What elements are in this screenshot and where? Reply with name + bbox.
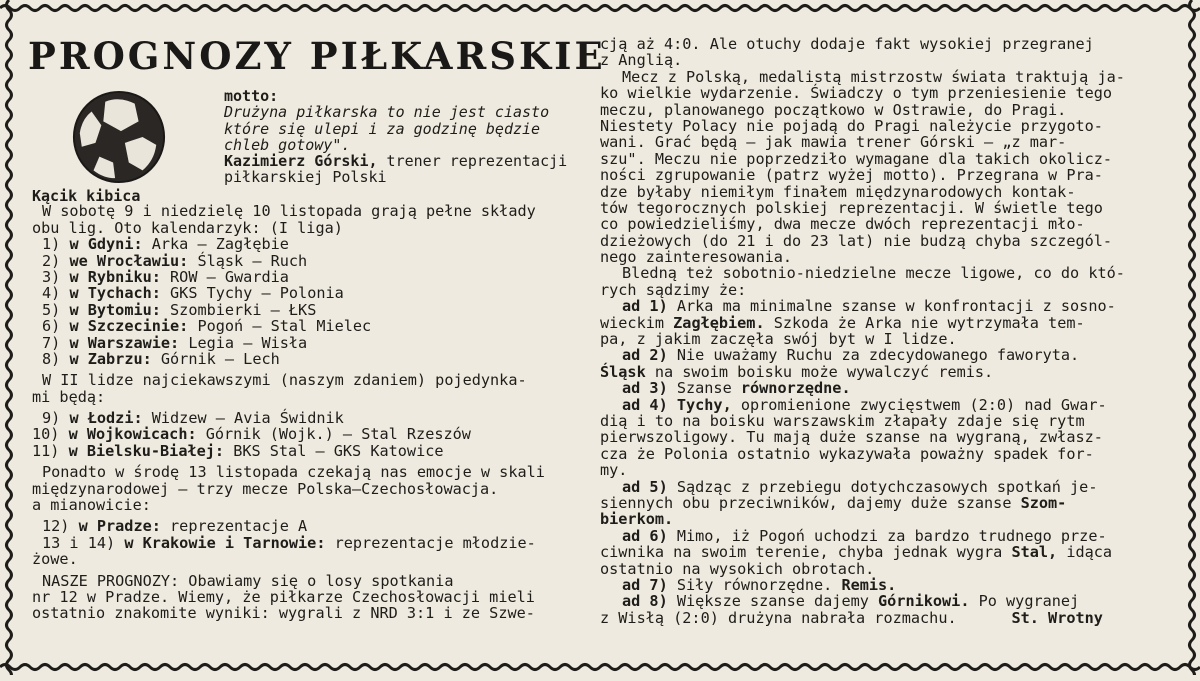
ad-item-line: pa, z jakim zaczęła swój byt w I lidze. [600,330,957,349]
ad-text: idąca [1057,543,1113,562]
league2-intro-line: W II lidze najciekawszymi (naszym zdaniem) pojedynka- [42,371,527,390]
league2-intro-line: mi będą: [32,387,106,406]
fixture-teams: ROW — Gwardia [160,267,289,286]
ad-item [600,593,1166,609]
fixture-place: w Szczecinie: [69,317,189,336]
ad-item-line: cza że Polonia ostatnio wykazywała poważny spadek for- [600,444,1094,463]
league1-list [32,236,587,367]
ad-emphasis: Tychy, [667,395,732,414]
fixture-place: w Pradze: [78,517,161,536]
fixture-teams: reprezentacje A [160,517,308,536]
paragraph-line: Mecz z Polską, medalistą mistrzostw świata traktują ja- [622,67,1125,86]
fixture-row [32,285,587,301]
fixture-number: 10) [32,425,60,444]
prognosis-line: NASZE PROGNOZY: Obawiamy się o losy spotkania [42,571,454,590]
fixture-row [32,410,587,426]
paragraph-line: tów tegorocznych polskiej reprezentacji. W świetle tego [600,198,1103,217]
ad-item-line [600,544,1166,560]
fixture-row [32,351,587,367]
fixture-teams: Arka — Zagłębie [142,235,289,254]
ad-label: ad 2) [622,346,668,365]
fixture-place: w Rybniku: [69,267,161,286]
fixture-place: w Bielsku-Białej: [68,441,225,460]
fixture-number: 5) [42,300,61,319]
ad-text: opromienione zwycięstwem (2:0) nad Gwar- [731,395,1107,414]
motto-quote-line: które się ulepi i za godzinę będzie [224,119,541,138]
fixture-row [32,318,587,334]
fixture-number: 12) [42,517,70,536]
fixture-number: 1) [42,235,61,254]
fixture-number: 4) [42,284,61,303]
fixture-row [32,535,587,551]
fixture-row [32,335,587,351]
paragraph-line: Bledną też sobotnio-niedzielne mecze ligowe, co do któ- [622,264,1125,283]
fixture-number: 6) [42,317,61,336]
motto-label: motto: [224,87,279,105]
fixture-teams: reprezentacje młodzie- [325,533,536,552]
wavy-border-right [1184,0,1200,675]
ad-emphasis: Remis. [841,575,897,594]
paragraph-line: dze byłaby niemiłym finałem międzynarodowych kontak- [600,182,1076,201]
fixture-place: w Łodzi: [69,409,143,428]
ad-item [600,347,1166,363]
left-column [32,187,587,622]
fixture-number: 3) [42,267,61,286]
intro-line: W sobotę 9 i niedzielę 10 listopada grają pełne składy [42,202,536,221]
intl-intro-line: międzynarodowej — trzy mecze Polska—Czechosłowacja. [32,479,499,498]
paragraph-line: co powiedzieliśmy, dwa mecze dwóch reprezentacji mło- [600,215,1085,234]
ad-text: Nie uważamy Ruchu za zdecydowanego faworyta. [667,346,1080,365]
ad-emphasis: równorzędne. [740,379,851,398]
fixture-place: w Gdyni: [69,235,143,254]
fixture-row [32,302,587,318]
ad-emphasis: Stal, [1011,543,1058,562]
paragraph-line: wani. Grać będą — jak mawia trener Górski — „z mar- [600,133,1067,152]
fixture-place: w Wojkowicach: [68,425,197,444]
fixture-place: w Tychach: [69,284,161,303]
paragraph-line: nego zainteresowania. [600,248,793,267]
ad-text: Siły równorzędne. [667,575,842,594]
fixture-row [32,443,587,459]
fixture-teams: GKS Tychy — Polonia [160,284,344,303]
fixture-teams: Pogoń — Stal Mielec [188,317,372,336]
fixture-place: w Bytomiu: [69,300,161,319]
fixture-row [32,426,587,442]
paragraph-line: rych sądzimy że: [600,280,747,299]
ad-item-line: my. [600,461,628,480]
ad-label: ad 7) [622,575,668,594]
section-heading: Kącik kibica [32,187,141,205]
fixture-number: 13 i 14) [42,533,116,552]
fixture-place: w Warszawie: [69,333,180,352]
paragraph-line: szu". Meczu nie poprzedziło wymagane dla takich okolicz- [600,149,1113,168]
motto-author: Kazimierz Górski, [224,152,378,171]
paragraph-line: z Anglią. [600,51,683,70]
fixture-number: 2) [42,251,61,270]
fixture-place: w Krakowie i Tarnowie: [124,533,326,552]
prognosis-line: ostatnio znakomite wyniki: wygrali z NRD 3:1 i ze Szwe- [32,604,535,623]
ad-emphasis: Górnikowi. [878,592,970,611]
fixture-number: 9) [42,409,61,428]
ad-text: z Wisłą (2:0) drużyna nabrała rozmachu. [600,608,957,627]
fixture-number: 7) [42,333,61,352]
intro-line: obu lig. Oto kalendarzyk: (I liga) [32,218,343,237]
paragraph-line: cją aż 4:0. Ale otuchy dodaje fakt wysokiej przegranej [600,35,1094,53]
fixture-teams: Górnik — Lech [151,349,280,368]
fixture-row [32,253,587,269]
ad-emphasis: Szom- [1020,493,1067,512]
ad-text: ciwnika na swoim terenie, chyba jednak wygra [600,543,1012,562]
ad-item-line: bierkom. [600,510,674,529]
ad-item [600,397,1166,413]
ad-text: siennych obu przeciwników, dajemy duże szanse [600,493,1021,512]
league2-list [32,410,587,459]
ad-item-line [600,610,1166,626]
ad-label: ad 6) [622,526,668,545]
ad-emphasis: Śląsk [600,362,646,381]
ad-text: Większe szanse dajemy [667,592,879,611]
ad-label: ad 5) [622,477,668,496]
ad-item-line [600,364,1166,380]
motto-author-role: trener reprezentacji [377,152,568,171]
fixture-number: 11) [32,441,60,460]
ad-text: Po wygranej [969,592,1080,611]
author-signature: St. Wrotny [1011,608,1103,627]
fixture-row [32,236,587,252]
ad-item [600,298,1166,314]
ad-label: ad 8) [622,592,668,611]
ad-label: ad 4) [622,395,668,414]
ad-item-line: ostatnio na wysokich obrotach. [600,559,875,578]
motto-quote-line: chleb gotowy". [224,135,351,154]
fixture-teams: Widzew — Avia Świdnik [142,409,344,428]
wavy-border-left [0,0,18,675]
ad-text: Szkoda że Arka nie wytrzymała tem- [764,313,1085,332]
ad-item [600,577,1166,593]
ad-item-line [600,315,1166,331]
fixture-place: w Zabrzu: [69,349,152,368]
paragraph-line: dzieżowych (do 21 i do 23 lat) nie budzą chyba szczegól- [600,231,1113,250]
fixture-teams: Górnik (Wojk.) — Stal Rzeszów [196,425,471,444]
wavy-border-bottom [0,659,1200,675]
motto-author-role-2: piłkarskiej Polski [224,168,387,187]
article-title: PROGNOZY PIŁKARSKIE [28,34,606,78]
prognosis-line: nr 12 w Pradze. Wiemy, że piłkarze Czechosłowacji mieli [32,587,535,606]
ad-item [600,479,1166,495]
wavy-border-top [0,0,1200,16]
ad-label: ad 3) [622,379,668,398]
paragraph-line: meczu, planowanego początkowo w Ostrawie, do Pragi. [600,100,1067,119]
motto-quote-line: Drużyna piłkarska to nie jest ciasto [224,103,550,122]
intl-intro-line: Ponadto w środę 13 listopada czekają nas emocje w skali [42,463,545,482]
motto-author-line [224,153,594,169]
paragraph-line: ności zgrupowanie (patrz wyżej motto). Przegrana w Pra- [600,166,1103,185]
ad-item-line: pierwszoligowy. Tu mają duże szanse na wygraną, zwłasz- [600,428,1103,447]
intl-intro-line: a mianowicie: [32,496,151,515]
fixture-row-continued: żowe. [32,550,78,569]
ad-text: na swoim boisku może wywalczyć remis. [645,362,994,381]
ad-label: ad 1) [622,297,668,316]
ad-text: Arka ma minimalne szanse w konfrontacji z sosno- [667,297,1116,316]
ad-text: wieckim [600,313,674,332]
fixture-teams: Śląsk — Ruch [188,251,308,270]
fixture-row [32,269,587,285]
fixture-teams: Legia — Wisła [179,333,308,352]
fixture-row [32,518,587,534]
fixture-teams: BKS Stal — GKS Katowice [224,441,444,460]
fixture-place: we Wrocławiu: [69,251,189,270]
ad-item [600,528,1166,544]
ad-emphasis: Zagłębiem. [673,313,765,332]
fixture-teams: Szombierki — ŁKS [160,300,317,319]
ad-text: Sądząc z przebiegu dotychczasowych spotkań je- [667,477,1098,496]
ad-item [600,380,1166,396]
ad-item-line: dią i to na boisku warszawskim złapały zdaje się rytm [600,411,1085,430]
fixture-number: 8) [42,349,61,368]
ad-text: Szanse [667,379,741,398]
ad-text: Mimo, iż Pogoń uchodzi za bardzo trudnego prze- [667,526,1107,545]
paragraph-line: ko wielkie wydarzenie. Świadczy o tym przeniesienie tego [600,84,1113,103]
right-column [600,36,1166,626]
motto-block [224,88,594,186]
ad-item-line [600,495,1166,511]
football-icon [70,88,168,186]
paragraph-line: Niestety Polacy nie pojadą do Pragi należycie przygoto- [600,116,1103,135]
